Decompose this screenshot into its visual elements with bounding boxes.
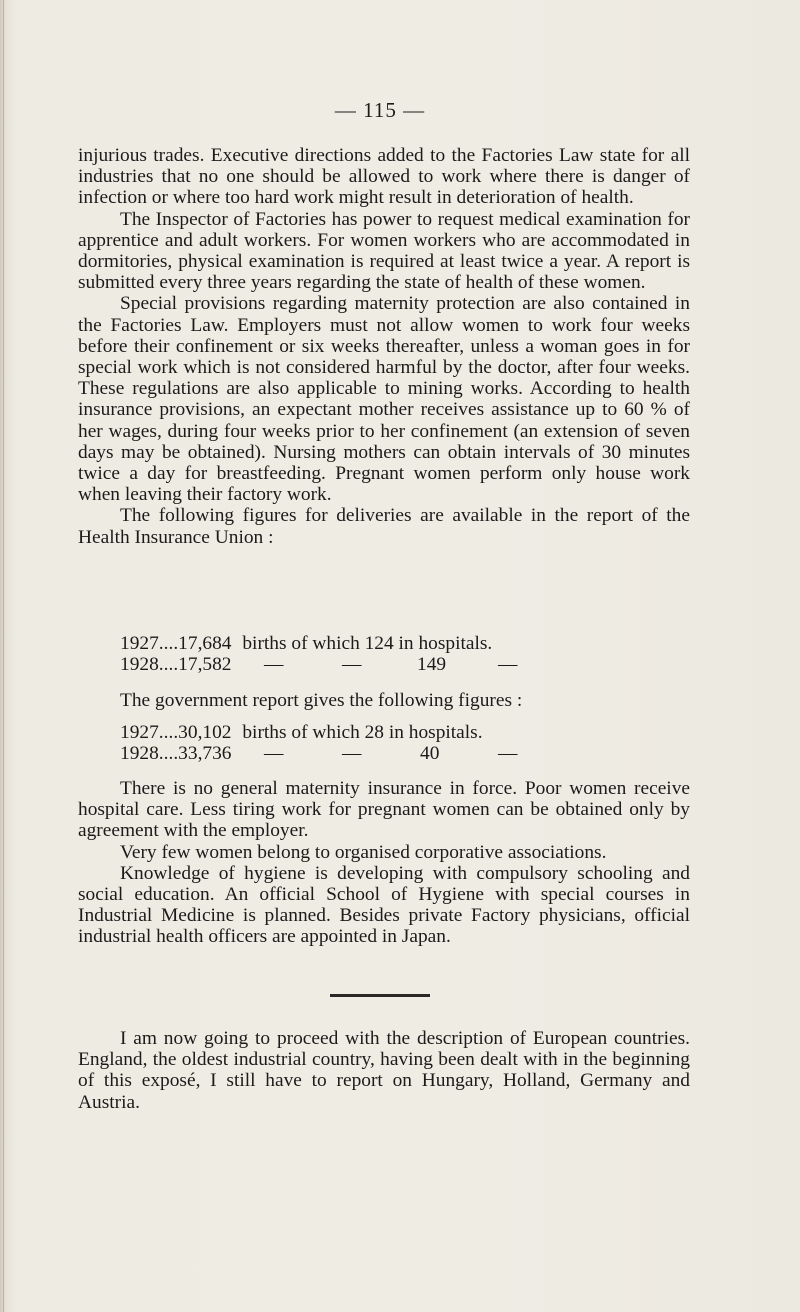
paragraph-deliveries-intro: The following figures for deliveries are available in the report of the Health Insurance Union : [78,505,690,548]
ditto-dash-2: — [342,743,362,764]
figure-description: births of which 124 in hospitals. [242,633,493,654]
figure-year-births: 1928....17,582 [120,654,232,675]
figure-description: births of which 28 in hospitals. [242,722,483,743]
text-block-european-countries [78,1028,690,1113]
paragraph-european-countries: I am now going to proceed with the description of European countries. England, the oldest industrial country, having been dealt with in the beginning of this exposé, I still have to report on Hungary, Holland, Germany and Austria. [78,1028,690,1113]
paragraph-corporative-associations: Very few women belong to organised corporative associations. [120,841,607,863]
ditto-dash-3: — [498,654,518,675]
figure-year-births: 1928....33,736 [120,743,232,764]
ditto-dash-1: — [264,743,284,764]
section-divider-rule [330,994,430,997]
figure-hospital-count: 149 [417,654,447,675]
figure-hospital-count: 40 [420,743,440,764]
paragraph-injurious-trades: injurious trades. Executive directions added to the Factories Law state for all industries that no one should be allowed to work where there is danger of infection or where too hard work might result in deterioration of health. [78,145,690,209]
government-figure-1927 [120,722,483,744]
page-number: — 115 — [334,98,426,122]
paragraph-no-maternity-insurance: There is no general maternity insurance in force. Poor women receive hospital care. Less tiring work for pregnant women can be obtained only by agreement with the employer. [78,778,690,842]
paragraph-inspector-of-factories: The Inspector of Factories has power to request medical examination for apprentice and adult workers. For women workers who are accommodated in dormitories, physical examination is required at least twice a year. A report is submitted every three years regarding the state of health of these women. [78,208,690,294]
paragraph-knowledge-of-hygiene: Knowledge of hygiene is developing with compulsory schooling and social education. An official School of Hygiene with special courses in Industrial Medicine is planned. Besides private Factory physicians, official industrial health officers are appointed in Japan. [78,862,690,948]
figure-year-births: 1927....17,684 [120,633,232,654]
ditto-dash-3: — [498,743,518,764]
government-report-intro: The government report gives the following figures : [120,690,523,711]
text-block-health-maternity [78,145,690,548]
insurance-figure-1927 [120,633,492,655]
text-block-insurance-hygiene [78,778,690,948]
book-spine-edge [3,0,4,1312]
government-figure-1928 [120,743,540,767]
ditto-dash-2: — [342,654,362,675]
ditto-dash-1: — [264,654,284,675]
figure-year-births: 1927....30,102 [120,722,232,743]
paragraph-maternity-protection: Special provisions regarding maternity protection are also contained in the Factories Law. Employers must not allow women to work four weeks before their confinement or six weeks thereafter, unless a woman goes in for special work which is not considered harmful by the doctor, after four weeks. These regulations are also applicable to mining works. According to health insurance provisions, an expectant mother receives assistance up to 60 % of her wages, during four weeks prior to her confinement (an extension of seven days may be obtained). Nursing mothers can obtain intervals of 30 minutes twice a day for breastfeeding. Pregnant women perform only house work when leaving their factory work. [78,293,690,506]
insurance-figure-1928 [120,654,540,678]
